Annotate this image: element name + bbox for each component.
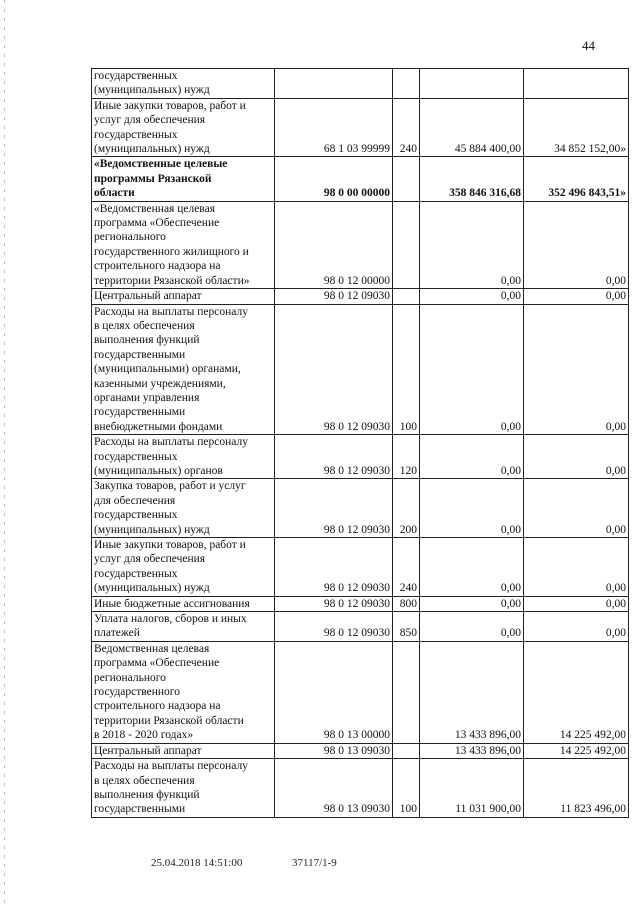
table-row [92, 538, 629, 597]
row-code-cell: 98 0 12 09030 [275, 538, 393, 597]
row-expense-type-cell: 240 [393, 538, 420, 597]
row-name-cell: Ведомственная целевая программа «Обеспечение регионального государственного строительного надзора на территории Рязанской области в 2018 - 2020 годах» [92, 641, 275, 743]
table-row [92, 479, 629, 538]
row-code-cell: 98 0 12 09030 [275, 304, 393, 435]
page-number: 44 [582, 38, 595, 53]
row-name-cell: Иные закупки товаров, работ и услуг для обеспечения государственных (муниципальных) нужд [92, 98, 275, 157]
row-amount-2019-cell: 0,00 [420, 479, 524, 538]
row-name-cell: Иные бюджетные ассигнования [92, 596, 275, 611]
row-expense-type-cell: 120 [393, 435, 420, 479]
row-amount-2020-cell: 14 225 492,00 [524, 743, 629, 758]
row-code-cell: 98 0 12 09030 [275, 435, 393, 479]
table-row [92, 304, 629, 435]
table-row [92, 596, 629, 611]
row-code-cell: 98 0 12 09030 [275, 289, 393, 304]
row-expense-type-cell [393, 201, 420, 288]
row-amount-2020-cell: 0,00 [524, 435, 629, 479]
table-row [92, 289, 629, 304]
row-amount-2020-cell: 0,00 [524, 479, 629, 538]
row-code-cell: 98 0 13 00000 [275, 641, 393, 743]
table-row [92, 69, 629, 99]
row-amount-2020-cell: 352 496 843,51» [524, 157, 629, 201]
row-amount-2020-cell: 14 225 492,00 [524, 641, 629, 743]
row-amount-2019-cell: 0,00 [420, 612, 524, 642]
row-expense-type-cell: 100 [393, 759, 420, 818]
row-code-cell: 98 0 12 00000 [275, 201, 393, 288]
table-row [92, 612, 629, 642]
table-row [92, 641, 629, 743]
row-amount-2020-cell: 11 823 496,00 [524, 759, 629, 818]
row-amount-2020-cell: 0,00 [524, 304, 629, 435]
row-name-cell: государственных (муниципальных) нужд [92, 69, 275, 99]
row-amount-2019-cell: 0,00 [420, 435, 524, 479]
row-amount-2019-cell: 0,00 [420, 304, 524, 435]
row-expense-type-cell [393, 743, 420, 758]
row-name-cell: Расходы на выплаты персоналу государственных (муниципальных) органов [92, 435, 275, 479]
table-row [92, 157, 629, 201]
scan-edge-mark [4, 0, 5, 905]
row-code-cell: 98 0 12 09030 [275, 612, 393, 642]
row-amount-2020-cell: 0,00 [524, 612, 629, 642]
footer-datetime: 25.04.2018 14:51:00 [151, 857, 243, 869]
row-amount-2019-cell: 45 884 400,00 [420, 98, 524, 157]
row-amount-2019-cell: 0,00 [420, 201, 524, 288]
row-expense-type-cell: 200 [393, 479, 420, 538]
row-name-cell: Иные закупки товаров, работ и услуг для обеспечения государственных (муниципальных) нужд [92, 538, 275, 597]
table-row [92, 201, 629, 288]
table-row [92, 98, 629, 157]
row-name-cell: «Ведомственная целевая программа «Обеспечение регионального государственного жилищного и строительного надзора на территории Рязанской области» [92, 201, 275, 288]
row-expense-type-cell: 100 [393, 304, 420, 435]
row-expense-type-cell: 240 [393, 98, 420, 157]
row-code-cell: 98 0 12 09030 [275, 479, 393, 538]
row-name-cell: «Ведомственные целевые программы Рязанской области [92, 157, 275, 201]
table-row [92, 435, 629, 479]
row-code-cell [275, 69, 393, 99]
row-name-cell: Центральный аппарат [92, 743, 275, 758]
row-code-cell: 98 0 13 09030 [275, 759, 393, 818]
row-amount-2019-cell: 13 433 896,00 [420, 743, 524, 758]
row-name-cell: Центральный аппарат [92, 289, 275, 304]
table-row [92, 743, 629, 758]
row-code-cell: 98 0 12 09030 [275, 596, 393, 611]
row-amount-2020-cell: 0,00 [524, 201, 629, 288]
row-amount-2019-cell: 13 433 896,00 [420, 641, 524, 743]
row-amount-2019-cell [420, 69, 524, 99]
row-amount-2020-cell: 34 852 152,00» [524, 98, 629, 157]
row-amount-2019-cell: 0,00 [420, 289, 524, 304]
row-expense-type-cell: 850 [393, 612, 420, 642]
table-row [92, 759, 629, 818]
row-amount-2020-cell [524, 69, 629, 99]
footer-doc-id: 37117/1-9 [292, 857, 337, 869]
budget-table [91, 68, 629, 818]
row-name-cell: Расходы на выплаты персоналу в целях обеспечения выполнения функций государственными [92, 759, 275, 818]
row-name-cell: Уплата налогов, сборов и иных платежей [92, 612, 275, 642]
row-expense-type-cell: 800 [393, 596, 420, 611]
row-amount-2019-cell: 0,00 [420, 596, 524, 611]
row-code-cell: 98 0 13 09030 [275, 743, 393, 758]
row-amount-2020-cell: 0,00 [524, 596, 629, 611]
row-code-cell: 98 0 00 00000 [275, 157, 393, 201]
row-amount-2020-cell: 0,00 [524, 289, 629, 304]
row-expense-type-cell [393, 289, 420, 304]
row-amount-2019-cell: 11 031 900,00 [420, 759, 524, 818]
row-name-cell: Закупка товаров, работ и услуг для обеспечения государственных (муниципальных) нужд [92, 479, 275, 538]
row-code-cell: 68 1 03 99999 [275, 98, 393, 157]
row-expense-type-cell [393, 157, 420, 201]
row-name-cell: Расходы на выплаты персоналу в целях обеспечения выполнения функций государственными (муниципальными) органами, казенными учреждениями, органами управления государственными внебюджетными фондами [92, 304, 275, 435]
row-expense-type-cell [393, 641, 420, 743]
row-amount-2020-cell: 0,00 [524, 538, 629, 597]
row-amount-2019-cell: 0,00 [420, 538, 524, 597]
row-amount-2019-cell: 358 846 316,68 [420, 157, 524, 201]
row-expense-type-cell [393, 69, 420, 99]
